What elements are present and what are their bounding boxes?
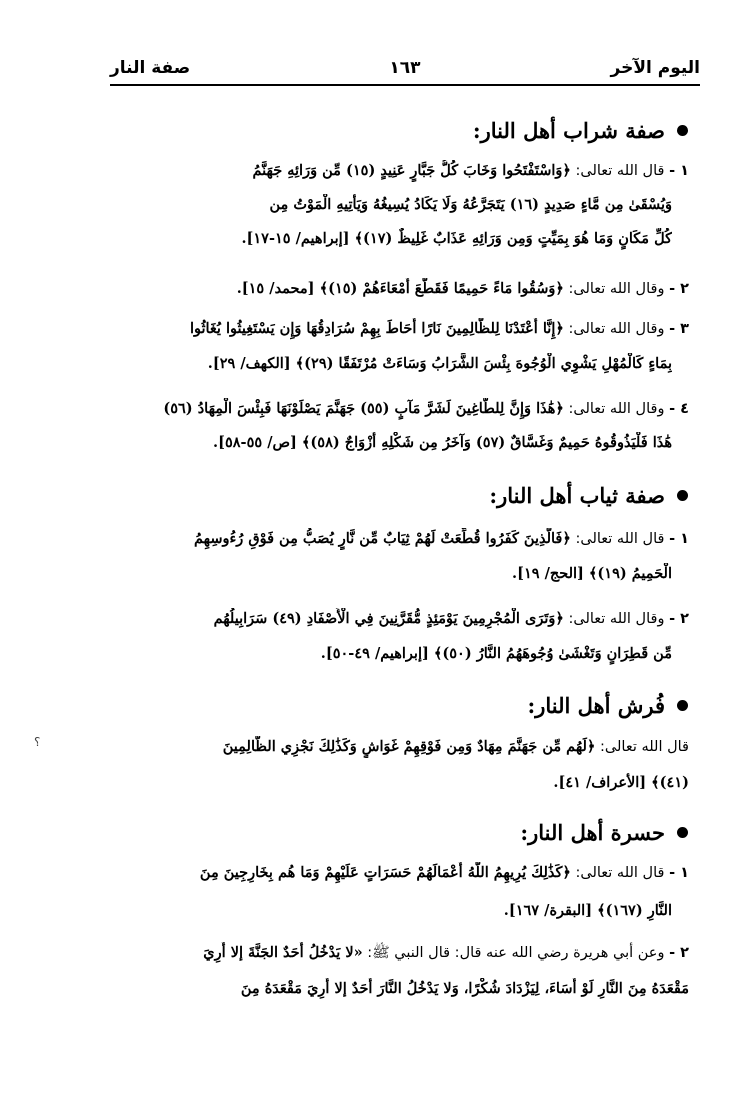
paragraph-line: ١ - قال الله تعالى: ﴿فَالَّذِينَ كَفَرُوا قُطِّعَتْ لَهُمْ ثِيَابٌ مِّن نَّارٍ يُصَبُّ مِن فَوْقِ رُءُوسِهِمُ — [193, 530, 689, 547]
bullet-icon — [677, 490, 688, 501]
section-heading — [473, 118, 688, 143]
bullet-icon — [677, 125, 688, 136]
paragraph-line: (٤١)﴾ [الأعراف/ ٤١]. — [553, 774, 689, 791]
page-number: ١٦٣ — [389, 58, 421, 78]
section-heading — [520, 820, 688, 845]
margin-mark: ؟ — [34, 735, 41, 749]
paragraph-line: ٣ - وقال الله تعالى: ﴿إِنَّا أَعْتَدْنَا لِلظَّالِمِينَ نَارًا أَحَاطَ بِهِمْ سُرَادِقُهَا وَإِن يَسْتَغِيثُوا يُغَاثُوا — [189, 320, 689, 337]
paragraph-line: ١ - قال الله تعالى: ﴿كَذَٰلِكَ يُرِيهِمُ اللَّهُ أَعْمَالَهُمْ حَسَرَاتٍ عَلَيْهِمْ وَمَا هُم بِخَارِجِينَ مِنَ — [199, 864, 689, 881]
running-header — [110, 52, 700, 86]
paragraph-line: ١ - قال الله تعالى: ﴿وَاسْتَفْتَحُوا وَخَابَ كُلُّ جَبَّارٍ عَنِيدٍ (١٥) مِّن وَرَائِهِ جَهَنَّمُ — [252, 162, 689, 179]
paragraph-line: الْحَمِيمُ (١٩)﴾ [الحج/ ١٩]. — [512, 565, 672, 582]
paragraph-line: ٢ - وعن أبي هريرة رضي الله عنه قال: قال النبي ﷺ: «لا يَدْخُلُ أَحَدٌ الجَنَّةَ إلا أُرِيَ — [203, 944, 689, 961]
paragraph-line: هَٰذَا فَلْيَذُوقُوهُ حَمِيمٌ وَغَسَّاقٌ (٥٧) وَآخَرُ مِن شَكْلِهِ أَزْوَاجٌ (٥٨)﴾ [ص/ ٥٥-٥٨]. — [213, 434, 672, 451]
section-heading — [489, 483, 688, 508]
bullet-icon — [677, 700, 688, 711]
paragraph-line: مَقْعَدَهُ مِنَ النَّارِ لَوْ أَسَاءَ، لِيَزْدَادَ شُكْرًا، وَلا يَدْخُلُ النَّارَ أَحَدٌ إلا أُرِيَ مَقْعَدَهُ مِنَ — [240, 980, 689, 997]
section-heading — [527, 693, 688, 718]
paragraph-line: ٤ - وقال الله تعالى: ﴿هَٰذَا وَإِنَّ لِلطَّاغِينَ لَشَرَّ مَآبٍ (٥٥) جَهَنَّمَ يَصْلَوْنَهَا فَبِئْسَ الْمِهَادُ (٥٦) — [163, 400, 689, 417]
header-chapter-title: صفة النار — [110, 58, 191, 78]
paragraph-line: النَّارِ (١٦٧)﴾ [البقرة/ ١٦٧]. — [503, 902, 672, 919]
bullet-icon — [677, 827, 688, 838]
paragraph-line: مِّن قَطِرَانٍ وَتَغْشَىٰ وُجُوهَهُمُ النَّارُ (٥٠)﴾ [إبراهيم/ ٤٩-٥٠]. — [320, 645, 672, 662]
paragraph-line: قال الله تعالى: ﴿لَهُم مِّن جَهَنَّمَ مِهَادٌ وَمِن فَوْقِهِمْ غَوَاشٍ وَكَذَٰلِكَ نَجْزِي الظَّالِمِينَ — [222, 738, 689, 755]
paragraph-line: ٢ - وقال الله تعالى: ﴿وَسُقُوا مَاءً حَمِيمًا فَقَطَّعَ أَمْعَاءَهُمْ (١٥)﴾ [محمد/ ١٥]. — [236, 280, 689, 297]
paragraph-line: كُلِّ مَكَانٍ وَمَا هُوَ بِمَيِّتٍ وَمِن وَرَائِهِ عَذَابٌ غَلِيظٌ (١٧)﴾ [إبراهيم/ ١٥-١٧]. — [241, 230, 672, 247]
section-title: صفة ثياب أهل النار: — [489, 483, 665, 508]
section-title: فُرش أهل النار: — [527, 693, 665, 718]
paragraph-line: وَيُسْقَىٰ مِن مَّاءٍ صَدِيدٍ (١٦) يَتَجَرَّعُهُ وَلَا يَكَادُ يُسِيغُهُ وَيَأْتِيهِ الْمَوْتُ مِن — [269, 196, 672, 213]
paragraph-line: ٢ - وقال الله تعالى: ﴿وَتَرَى الْمُجْرِمِينَ يَوْمَئِذٍ مُّقَرَّنِينَ فِي الْأَصْفَادِ (٤٩) سَرَابِيلُهُم — [213, 610, 689, 627]
paragraph-line: بِمَاءٍ كَالْمُهْلِ يَشْوِي الْوُجُوهَ بِئْسَ الشَّرَابُ وَسَاءَتْ مُرْتَفَقًا (٢٩)﴾ [الكهف/ ٢٩]. — [207, 355, 672, 372]
header-rule — [110, 84, 700, 86]
header-book-title: اليوم الآخر — [610, 58, 700, 78]
section-title: صفة شراب أهل النار: — [472, 118, 665, 143]
section-title: حسرة أهل النار: — [520, 820, 665, 845]
